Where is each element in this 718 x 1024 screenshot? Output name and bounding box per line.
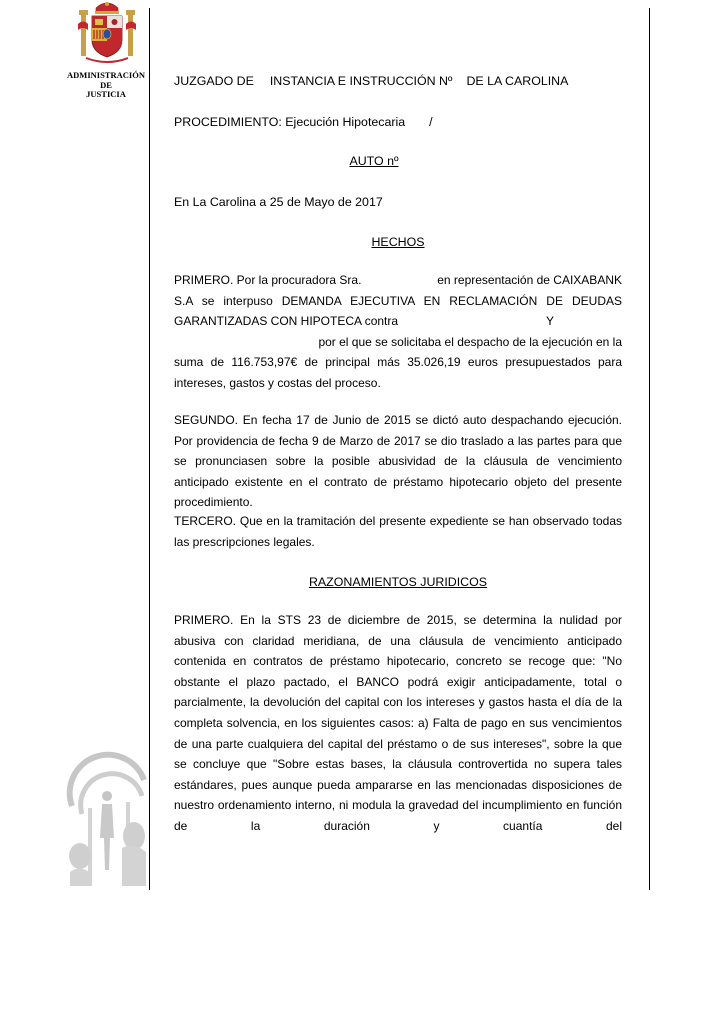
- hechos-primero-a: PRIMERO. Por la procuradora Sra.: [174, 273, 362, 287]
- hechos-heading: HECHOS: [371, 235, 425, 249]
- auto-text: AUTO nº: [349, 154, 399, 168]
- hechos-primero-f: por el que se solicitaba el despacho de la ejecución en la: [318, 334, 622, 349]
- hechos-primero-h: intereses, gastos y costas del proceso.: [174, 375, 381, 390]
- hechos-primero-c: S.A se interpuso DEMANDA EJECUTIVA EN RECLAMACIÓN DE DEUDAS: [174, 293, 622, 308]
- auto-line: [174, 154, 622, 168]
- junta-emblem-watermark-icon: [66, 748, 148, 888]
- procedure-label: PROCEDIMIENTO: Ejecución Hipotecaria: [174, 115, 406, 129]
- hechos-tercero: TERCERO. Que en la tramitación del presente expediente se han observado todas las prescripciones legales.: [174, 514, 622, 549]
- hechos-primero-g: suma de 116.753,97€ de principal más 35.026,19 euros presupuestados para: [174, 355, 622, 370]
- admin-line-3: JUSTICIA: [86, 89, 126, 99]
- razonamientos-primero: PRIMERO. En la STS 23 de diciembre de 2015, se determina la nulidad por abusiva con claridad meridiana, de una cláusula de vencimiento anticipado contenida en contratos de préstamo hipotecario, concreto se recoge que: "No obstante el plazo pactado, el BANCO podrá exigir anticipadamente, total o parcialmente, la devolución del capital con los intereses y gastos hasta el día de la completa solvencia, en los siguientes casos: a) Falta de pago en sus vencimientos de una parte cualquiera del capital del préstamo o de sus intereses", sobre la que se concluye que "Sobre estas bases, la cláusula controvertida no supera tales estándares, pues aunque pueda ampararse en las mencionadas disposiciones de nuestro ordenamiento interno, ni modula la gravedad del incumplimiento en función de la duración y cuantía del: [174, 613, 622, 833]
- administration-label: [62, 71, 150, 100]
- procedure-slash: /: [429, 115, 433, 129]
- hechos-primero-d: GARANTIZADAS CON HIPOTECA contra: [174, 314, 399, 329]
- auto-label: [349, 154, 446, 168]
- court-line: [174, 74, 622, 88]
- coat-of-arms-icon: [76, 0, 138, 66]
- hechos-primero-e: Y: [546, 314, 555, 329]
- hechos-primero-line-1: [174, 270, 622, 291]
- court-prefix: JUZGADO DE: [174, 74, 254, 88]
- razonamientos-heading: RAZONAMIENTOS JURIDICOS: [308, 575, 488, 589]
- date-line: En La Carolina a 25 de Mayo de 2017: [174, 195, 383, 209]
- court-type: INSTANCIA E INSTRUCCIÓN Nº: [269, 74, 453, 88]
- admin-line-2: DE: [100, 79, 112, 90]
- admin-line-1: ADMINISTRACIÓN: [67, 70, 145, 80]
- hechos-primero-b: en representación de CAIXABANK: [437, 273, 622, 287]
- hechos-segundo: SEGUNDO. En fecha 17 de Junio de 2015 se dictó auto despachando ejecución. Por providencia de fecha 9 de Marzo de 2017 se dio traslado a las partes para que se pronunciasen sobre la posible abusividad de la cláusula de vencimiento anticipado existente en el contrato de préstamo hipotecario objeto del presente procedimiento.: [174, 413, 622, 510]
- right-margin-rule: [649, 8, 650, 890]
- hechos-primero-line-3: [174, 311, 622, 332]
- court-location: DE LA CAROLINA: [466, 74, 569, 88]
- procedure-line: [174, 115, 622, 129]
- hechos-primero: [174, 270, 622, 390]
- left-margin-rule: [149, 8, 150, 890]
